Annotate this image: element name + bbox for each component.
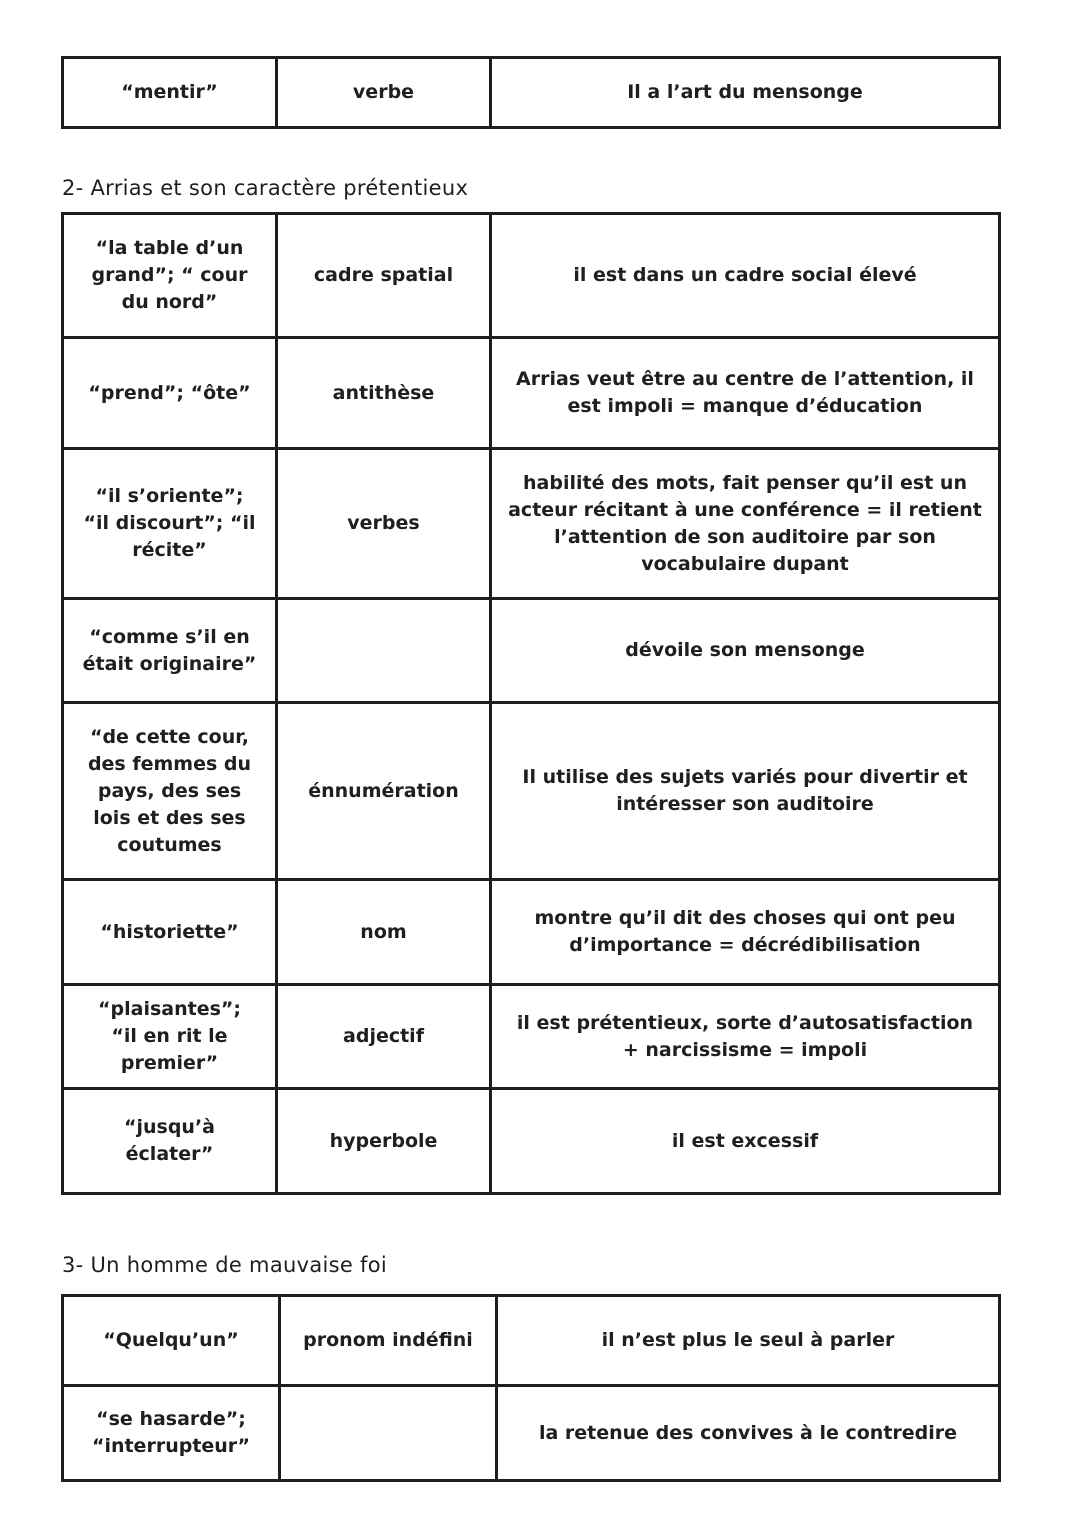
table-row xyxy=(63,58,1000,128)
device-cell xyxy=(277,599,491,703)
analysis-table-3 xyxy=(61,1294,1001,1482)
quote-cell: “la table d’un grand”; “ cour du nord” xyxy=(63,214,277,338)
interpretation-cell: habilité des mots, fait penser qu’il est un acteur récitant à une conférence = il retient l’attention de son auditoire par son vocabulaire dupant xyxy=(491,449,1000,599)
interpretation-cell: montre qu’il dit des choses qui ont peu d’importance = décrédibilisation xyxy=(491,880,1000,985)
device-cell: hyperbole xyxy=(277,1089,491,1194)
interpretation-cell: dévoile son mensonge xyxy=(491,599,1000,703)
device-cell: énnumération xyxy=(277,703,491,880)
interpretation-cell: la retenue des convives à le contredire xyxy=(497,1386,1000,1481)
table-row xyxy=(63,449,1000,599)
device-cell: adjectif xyxy=(277,985,491,1089)
interpretation-cell: Arrias veut être au centre de l’attention, il est impoli = manque d’éducation xyxy=(491,338,1000,449)
device-cell: nom xyxy=(277,880,491,985)
device-cell: pronom indéfini xyxy=(280,1296,497,1386)
table-row xyxy=(63,214,1000,338)
quote-cell: “il s’oriente”; “il discourt”; “il récite” xyxy=(63,449,277,599)
interpretation-cell: Il utilise des sujets variés pour divertir et intéresser son auditoire xyxy=(491,703,1000,880)
table-row xyxy=(63,1089,1000,1194)
interpretation-cell: il n’est plus le seul à parler xyxy=(497,1296,1000,1386)
table-row xyxy=(63,703,1000,880)
table-row xyxy=(63,1296,1000,1386)
quote-cell: “prend”; “ôte” xyxy=(63,338,277,449)
quote-cell: “Quelqu’un” xyxy=(63,1296,280,1386)
device-cell: verbes xyxy=(277,449,491,599)
table-row xyxy=(63,880,1000,985)
interpretation-cell: il est prétentieux, sorte d’autosatisfaction + narcissisme = impoli xyxy=(491,985,1000,1089)
analysis-table-2 xyxy=(61,212,1001,1195)
table-row xyxy=(63,1386,1000,1481)
quote-cell: “comme s’il en était originaire” xyxy=(63,599,277,703)
interpretation-cell: il est dans un cadre social élevé xyxy=(491,214,1000,338)
section-heading-3: 3- Un homme de mauvaise foi xyxy=(62,1253,388,1277)
device-cell: antithèse xyxy=(277,338,491,449)
table-row xyxy=(63,985,1000,1089)
device-cell: cadre spatial xyxy=(277,214,491,338)
quote-cell: “mentir” xyxy=(63,58,277,128)
quote-cell: “plaisantes”; “il en rit le premier” xyxy=(63,985,277,1089)
table-row xyxy=(63,599,1000,703)
interpretation-cell: Il a l’art du mensonge xyxy=(491,58,1000,128)
device-cell: verbe xyxy=(277,58,491,128)
interpretation-cell: il est excessif xyxy=(491,1089,1000,1194)
quote-cell: “historiette” xyxy=(63,880,277,985)
section-heading-2: 2- Arrias et son caractère prétentieux xyxy=(62,176,469,200)
quote-cell: “se hasarde”; “interrupteur” xyxy=(63,1386,280,1481)
analysis-table-1 xyxy=(61,56,1001,129)
quote-cell: “jusqu’à éclater” xyxy=(63,1089,277,1194)
table-row xyxy=(63,338,1000,449)
device-cell xyxy=(280,1386,497,1481)
quote-cell: “de cette cour, des femmes du pays, des ses lois et des ses coutumes xyxy=(63,703,277,880)
